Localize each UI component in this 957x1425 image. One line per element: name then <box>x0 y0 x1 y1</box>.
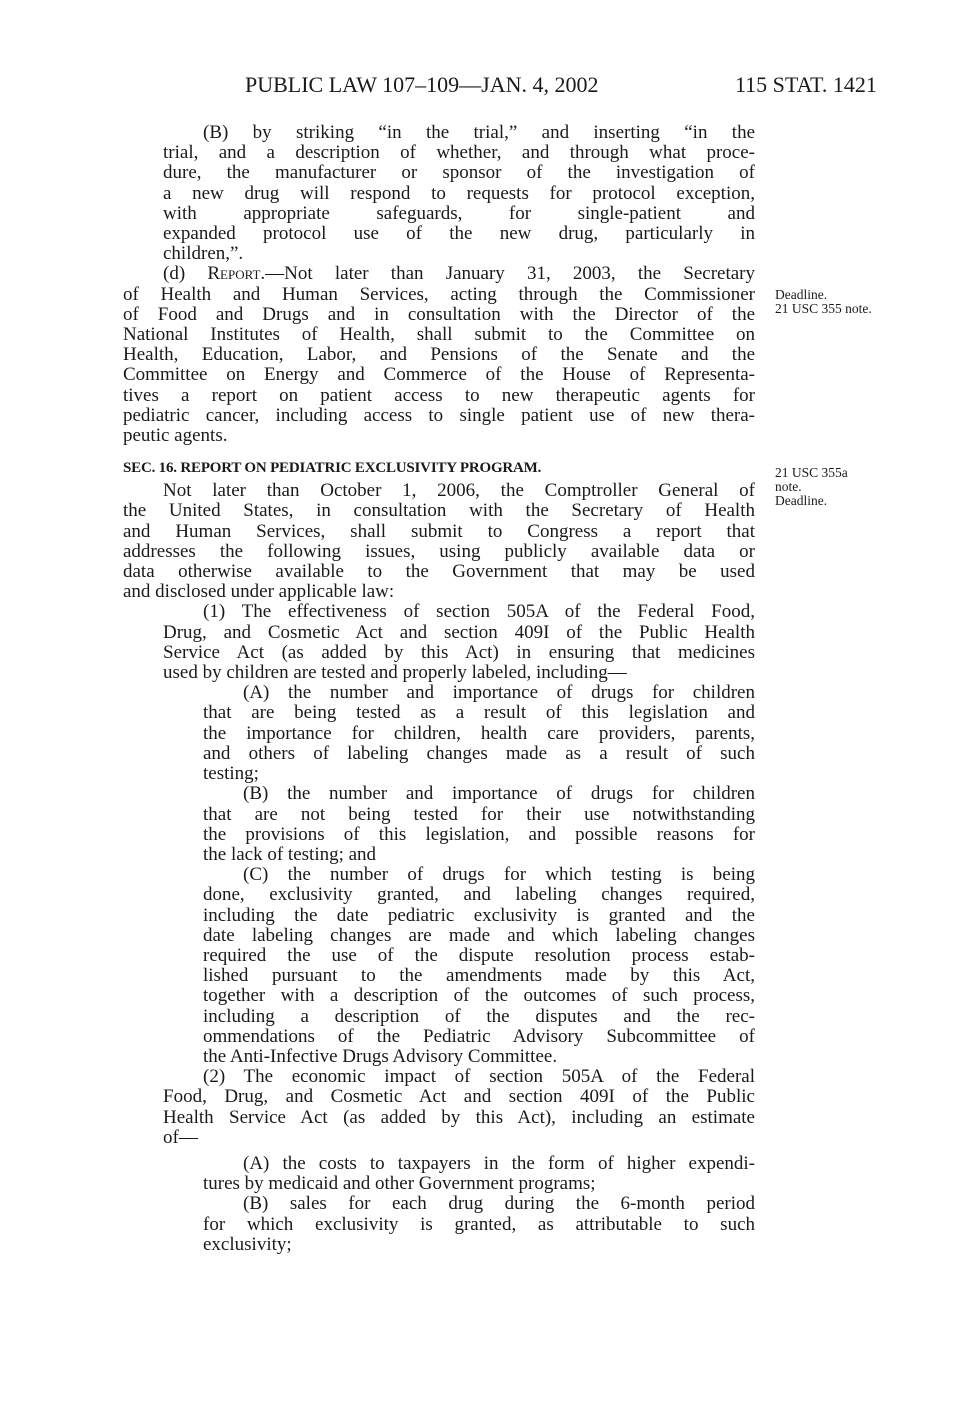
text-line: (A) the number and importance of drugs for children <box>243 682 755 704</box>
subparagraph-2b <box>123 1194 755 1255</box>
text-line <box>123 264 755 284</box>
text-line: (C) the number of drugs for which testing is being <box>243 864 755 886</box>
text-line: Not later than October 1, 2006, the Comptroller General of <box>163 480 755 502</box>
section-heading: SEC. 16. REPORT ON PEDIATRIC EXCLUSIVITY PROGRAM. <box>123 460 542 477</box>
margin-note-line: note. <box>775 479 802 494</box>
text-line: lished pursuant to the amendments made by this Act, <box>203 965 755 987</box>
text-line: expanded protocol use of the new drug, particularly in <box>163 223 755 245</box>
text-line: including the date pediatric exclusivity is granted and the <box>203 904 755 926</box>
text-line: the United States, in consultation with the Secretary of Health <box>123 500 755 522</box>
subsection-d-report <box>123 264 755 446</box>
margin-note-line: Deadline. <box>775 287 828 302</box>
text-line: that are being tested as a result of this legislation and <box>203 702 755 724</box>
running-head-page: 115 STAT. 1421 <box>735 72 877 97</box>
text-line: the Anti-Infective Drugs Advisory Committee. <box>203 1045 558 1067</box>
text-line: (A) the costs to taxpayers in the form of higher expendi- <box>243 1152 755 1174</box>
text-line: and disclosed under applicable law: <box>123 581 395 603</box>
text-line: (B) the number and importance of drugs for children <box>243 783 755 805</box>
subsection-heading: Report <box>207 263 261 285</box>
margin-note-line: 21 USC 355 note. <box>775 301 872 316</box>
text-line: exclusivity; <box>203 1233 292 1255</box>
text-line: a new drug will respond to requests for protocol exception, <box>163 182 755 204</box>
margin-note-deadline-1 <box>775 288 872 316</box>
text-line: with appropriate safeguards, for single-patient and <box>163 202 755 224</box>
text-line: the provisions of this legislation, and possible reasons for <box>203 823 755 845</box>
paragraph-1 <box>123 602 755 683</box>
paragraph-2 <box>123 1067 755 1148</box>
text-line: of— <box>163 1126 198 1148</box>
subparagraph-1b <box>123 784 755 865</box>
subsection-text: .—Not later than January 31, 2003, the Secretary <box>260 263 755 285</box>
text-line: testing; <box>203 763 259 785</box>
text-line: peutic agents. <box>123 425 228 447</box>
text-line: (2) The economic impact of section 505A of the Federal <box>203 1066 755 1088</box>
document-body <box>123 123 755 1255</box>
text-line: National Institutes of Health, shall submit to the Committee on <box>123 324 755 346</box>
text-line: ommendations of the Pediatric Advisory Subcommittee of <box>203 1025 755 1047</box>
text-line: Food, Drug, and Cosmetic Act and section 409I of the Public <box>163 1086 755 1108</box>
subparagraph-b-amendment <box>123 123 755 264</box>
text-line: used by children are tested and properly labeled, including— <box>163 662 627 684</box>
text-line: pediatric cancer, including access to single patient use of new thera- <box>123 404 755 426</box>
margin-note-deadline-2 <box>775 466 848 508</box>
text-line: (B) sales for each drug during the 6-month period <box>243 1193 755 1215</box>
text-line: the importance for children, health care providers, parents, <box>203 722 755 744</box>
text-line: (B) by striking “in the trial,” and inserting “in the <box>203 122 755 143</box>
text-line: Service Act (as added by this Act) in ensuring that medicines <box>163 641 755 663</box>
text-line: that are not being tested for their use notwithstanding <box>203 803 755 825</box>
text-line: done, exclusivity granted, and labeling changes required, <box>203 884 755 906</box>
text-line: the lack of testing; and <box>203 843 377 865</box>
subparagraph-2a <box>123 1154 755 1194</box>
text-line: (1) The effectiveness of section 505A of the Federal Food, <box>203 601 755 623</box>
text-line: children,”. <box>163 243 244 265</box>
subparagraph-1a <box>123 683 755 784</box>
text-line: together with a description of the outcomes of such process, <box>203 985 755 1007</box>
subparagraph-1c <box>123 865 755 1067</box>
subsection-label: (d) <box>163 263 208 285</box>
text-line: data otherwise available to the Government that may be used <box>123 561 755 583</box>
margin-note-line: Deadline. <box>775 493 828 508</box>
text-line: trial, and a description of whether, and through what proce- <box>163 142 755 164</box>
margin-note-line: 21 USC 355a <box>775 465 848 480</box>
text-line: Committee on Energy and Commerce of the House of Representa- <box>123 364 755 386</box>
text-line: Health Service Act (as added by this Act), including an estimate <box>163 1106 755 1128</box>
running-head-title: PUBLIC LAW 107–109—JAN. 4, 2002 <box>245 72 599 97</box>
text-line: including a description of the disputes and the rec- <box>203 1005 755 1027</box>
text-line: date labeling changes are made and which labeling changes <box>203 924 755 946</box>
text-line: required the use of the dispute resolution process estab- <box>203 944 755 966</box>
text-line: of Health and Human Services, acting through the Commissioner <box>123 283 755 305</box>
text-line: tures by medicaid and other Government programs; <box>203 1173 596 1195</box>
text-line: and Human Services, shall submit to Congress a report that <box>123 520 755 542</box>
text-line: of Food and Drugs and in consultation with the Director of the <box>123 303 755 325</box>
text-line: dure, the manufacturer or sponsor of the investigation of <box>163 162 755 184</box>
text-line: tives a report on patient access to new therapeutic agents for <box>123 384 755 406</box>
text-line: Health, Education, Labor, and Pensions of the Senate and the <box>123 344 755 366</box>
text-line: addresses the following issues, using publicly available data or <box>123 540 755 562</box>
section-16-intro <box>123 481 755 602</box>
text-line: and others of labeling changes made as a result of such <box>203 742 755 764</box>
text-line: for which exclusivity is granted, as attributable to such <box>203 1213 755 1235</box>
text-line: Drug, and Cosmetic Act and section 409I of the Public Health <box>163 621 755 643</box>
